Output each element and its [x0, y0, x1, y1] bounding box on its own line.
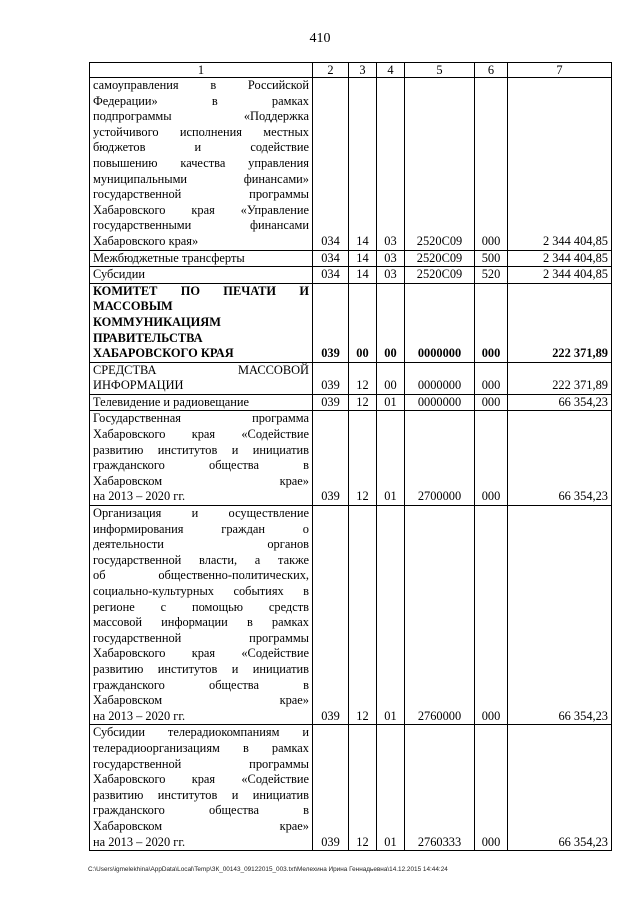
row-name-cell [90, 725, 313, 851]
row-code-section: 00 [349, 283, 377, 362]
row-code-subsection: 01 [377, 506, 405, 725]
row-name-line: деятельности органов [93, 537, 309, 552]
row-name-line: Субсидии телерадиокомпаниям и [93, 725, 309, 740]
row-code-subsection: 01 [377, 394, 405, 411]
table-row [90, 267, 612, 284]
row-code-target: 0000000 [405, 362, 475, 394]
row-code-admin: 039 [313, 506, 349, 725]
row-name-line: Хабаровского края «Содействие [93, 772, 309, 787]
row-name-line: Хабаровского края» [93, 233, 199, 248]
row-amount: 222 371,89 [508, 283, 612, 362]
row-name-line: Федерации» в рамках [93, 93, 309, 108]
table-row [90, 506, 612, 725]
row-name-line: бюджетов и содействие [93, 140, 309, 155]
row-code-admin: 039 [313, 283, 349, 362]
row-name-line: КОМИТЕТ ПО ПЕЧАТИ И [93, 283, 309, 298]
row-code-expense-type: 000 [475, 394, 508, 411]
row-code-target: 0000000 [405, 283, 475, 362]
row-code-admin: 039 [313, 725, 349, 851]
row-amount: 2 344 404,85 [508, 78, 612, 251]
row-name-line: государственной власти, а также [93, 552, 309, 567]
table-row [90, 394, 612, 411]
row-code-expense-type: 500 [475, 250, 508, 267]
row-name-line: ПРАВИТЕЛЬСТВА [93, 330, 203, 345]
row-code-subsection: 01 [377, 725, 405, 851]
table-row [90, 78, 612, 251]
row-code-target: 2520С09 [405, 78, 475, 251]
row-code-section: 12 [349, 506, 377, 725]
row-name-cell [90, 506, 313, 725]
row-name-line: муниципальными финансами» [93, 171, 309, 186]
row-code-admin: 034 [313, 250, 349, 267]
row-code-expense-type: 000 [475, 283, 508, 362]
row-code-section: 12 [349, 411, 377, 506]
row-code-expense-type: 000 [475, 78, 508, 251]
row-code-section: 14 [349, 78, 377, 251]
row-name-line: Хабаровского края «Содействие [93, 427, 309, 442]
row-name-line: государственной программы [93, 756, 309, 771]
header-cell-6: 6 [475, 63, 508, 78]
row-name-line: повышению качества управления [93, 155, 309, 170]
header-cell-1: 1 [90, 63, 313, 78]
budget-table [89, 62, 612, 851]
row-name-line: Хабаровском крае» [93, 818, 309, 833]
table-row [90, 250, 612, 267]
row-name-line: на 2013 – 2020 гг. [93, 489, 186, 504]
row-name-line: СРЕДСТВА МАССОВОЙ [93, 362, 309, 377]
row-amount: 66 354,23 [508, 725, 612, 851]
row-code-admin: 034 [313, 267, 349, 284]
row-code-target: 2760000 [405, 506, 475, 725]
page-number: 410 [309, 31, 331, 46]
row-name-line: государственными финансами [93, 218, 309, 233]
row-name-line: устойчивого исполнения местных [93, 124, 309, 139]
row-name-line: Хабаровском крае» [93, 473, 309, 488]
row-code-section: 14 [349, 267, 377, 284]
row-amount: 66 354,23 [508, 411, 612, 506]
row-code-admin: 034 [313, 78, 349, 251]
row-name-cell [90, 283, 313, 362]
row-code-target: 2760333 [405, 725, 475, 851]
row-name-cell [90, 250, 313, 267]
row-name-line: гражданского общества в [93, 677, 309, 692]
row-code-subsection: 01 [377, 411, 405, 506]
footer-file-path: C:\Users\igmelekhina\AppData\Local\Temp\ЗК_00143_09122015_003.txt\Мелехина Ирина Геннадьевна\14.12.2015 14:44:24 [88, 866, 448, 873]
row-name-line: Телевидение и радиовещание [93, 394, 250, 409]
row-name-line: развитию институтов и инициатив [93, 442, 309, 457]
row-name-line: развитию институтов и инициатив [93, 661, 309, 676]
row-name-line: самоуправления в Российской [93, 78, 309, 92]
header-cell-5: 5 [405, 63, 475, 78]
row-name-line: информирования граждан о [93, 521, 309, 536]
row-name-cell [90, 267, 313, 284]
row-name-line: массовой информации в рамках [93, 615, 309, 630]
row-code-target: 2520С09 [405, 267, 475, 284]
row-name-line: ИНФОРМАЦИИ [93, 378, 184, 393]
row-name-cell [90, 394, 313, 411]
row-code-section: 12 [349, 725, 377, 851]
row-amount: 66 354,23 [508, 506, 612, 725]
row-name-line: государственной программы [93, 630, 309, 645]
row-name-line: гражданского общества в [93, 803, 309, 818]
row-code-expense-type: 000 [475, 506, 508, 725]
row-name-line: телерадиоорганизациям в рамках [93, 740, 309, 755]
row-code-target: 2520С09 [405, 250, 475, 267]
row-code-section: 12 [349, 362, 377, 394]
row-code-target: 0000000 [405, 394, 475, 411]
row-name-line: подпрограммы «Поддержка [93, 109, 309, 124]
row-name-line: на 2013 – 2020 гг. [93, 834, 186, 849]
row-name-line: ХАБАРОВСКОГО КРАЯ [93, 346, 234, 361]
row-name-line: Субсидии [93, 267, 145, 282]
row-name-line: Хабаровского края «Содействие [93, 646, 309, 661]
row-code-section: 14 [349, 250, 377, 267]
row-name-line: КОММУНИКАЦИЯМ [93, 314, 221, 329]
row-code-expense-type: 520 [475, 267, 508, 284]
table-row [90, 411, 612, 506]
row-amount: 66 354,23 [508, 394, 612, 411]
row-code-subsection: 00 [377, 362, 405, 394]
row-name-line: Хабаровского края «Управление [93, 202, 309, 217]
table-body [90, 63, 612, 851]
row-code-admin: 039 [313, 362, 349, 394]
row-name-cell [90, 411, 313, 506]
row-code-target: 2700000 [405, 411, 475, 506]
row-code-expense-type: 000 [475, 725, 508, 851]
row-name-line: Межбюджетные трансферты [93, 250, 245, 265]
row-name-line: об общественно-политических, [93, 568, 309, 583]
row-code-admin: 039 [313, 394, 349, 411]
header-cell-2: 2 [313, 63, 349, 78]
row-name-line: на 2013 – 2020 гг. [93, 708, 186, 723]
row-name-line: социально-культурных событиях в [93, 584, 309, 598]
row-amount: 2 344 404,85 [508, 250, 612, 267]
row-amount: 2 344 404,85 [508, 267, 612, 284]
row-code-subsection: 03 [377, 250, 405, 267]
row-name-line: Организация и осуществление [93, 506, 309, 521]
row-code-section: 12 [349, 394, 377, 411]
table-row [90, 362, 612, 394]
header-cell-7: 7 [508, 63, 612, 78]
row-name-line: Государственная программа [93, 411, 309, 426]
table-header-row [90, 63, 612, 78]
row-code-expense-type: 000 [475, 411, 508, 506]
row-code-subsection: 03 [377, 267, 405, 284]
row-name-cell [90, 362, 313, 394]
row-name-cell [90, 78, 313, 251]
table-row [90, 725, 612, 851]
row-name-line: развитию институтов и инициатив [93, 787, 309, 802]
row-code-admin: 039 [313, 411, 349, 506]
row-code-subsection: 00 [377, 283, 405, 362]
table-row [90, 283, 612, 362]
header-cell-3: 3 [349, 63, 377, 78]
row-amount: 222 371,89 [508, 362, 612, 394]
row-name-line: гражданского общества в [93, 458, 309, 473]
header-cell-4: 4 [377, 63, 405, 78]
row-code-expense-type: 000 [475, 362, 508, 394]
row-name-line: государственной программы [93, 187, 309, 202]
row-name-line: регионе с помощью средств [93, 599, 309, 614]
row-name-line: МАССОВЫМ [93, 299, 173, 314]
row-code-subsection: 03 [377, 78, 405, 251]
row-name-line: Хабаровском крае» [93, 693, 309, 708]
